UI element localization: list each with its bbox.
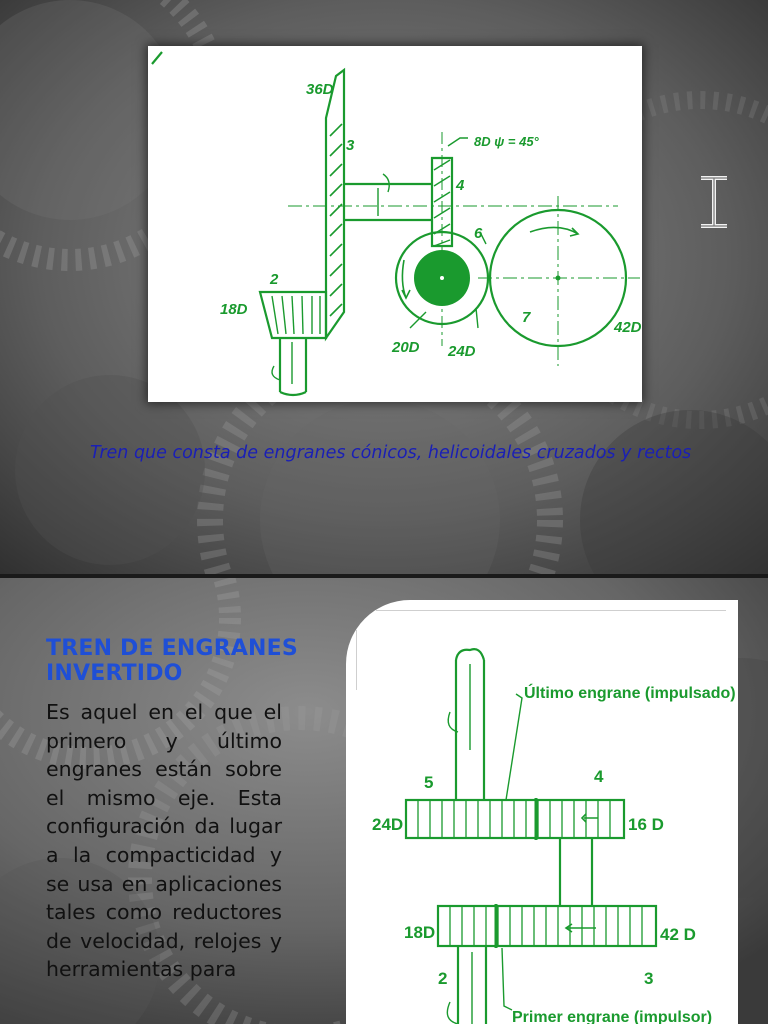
label-18d: 18D [404,923,436,942]
label-gear-3: 3 [346,137,355,154]
slide-2 [0,578,768,1024]
label-gear-5: 5 [424,773,434,792]
label-ultimo-engrane: Último engrane (impulsado) [524,685,736,702]
label-helix: 8D ψ = 45° [474,134,539,149]
heading-line-1: TREN DE ENGRANES [46,636,298,661]
label-42d: 42D [614,319,642,336]
label-primer-engrane: Primer engrane (impulsor) [512,1009,713,1024]
label-20d: 20D [392,339,420,356]
label-gear-7: 7 [522,309,531,326]
label-gear-4: 4 [456,177,465,194]
section-heading [46,636,306,686]
label-36d: 36D [306,81,334,98]
gear-train-diagram [148,46,642,402]
label-gear-2: 2 [270,271,279,288]
inverted-gear-train-diagram [346,600,738,1024]
label-16d: 16 D [628,815,664,834]
label-gear-2: 2 [438,969,448,988]
label-18d: 18D [220,301,248,318]
label-24d: 24D [372,815,404,834]
slide-1-caption: Tren que consta de engranes cónicos, helicoidales cruzados y rectos [90,443,692,463]
label-gear-6: 6 [474,225,483,242]
label-24d: 24D [448,343,476,360]
diagram-frame [148,46,642,402]
label-42d: 42 D [660,925,696,944]
text-cursor-icon [695,172,733,232]
label-gear-3: 3 [644,969,654,988]
description-paragraph: Es aquel en el que el primero y último engranes están sobre el mismo eje. Esta configuración da lugar a la compacticidad y se usa en aplicaciones tales como reductores de velocidad, relojes y herramientas para [46,700,282,982]
heading-line-2: INVERTIDO [46,661,183,686]
diagram-frame-2 [346,600,738,1024]
label-gear-4: 4 [594,767,604,786]
